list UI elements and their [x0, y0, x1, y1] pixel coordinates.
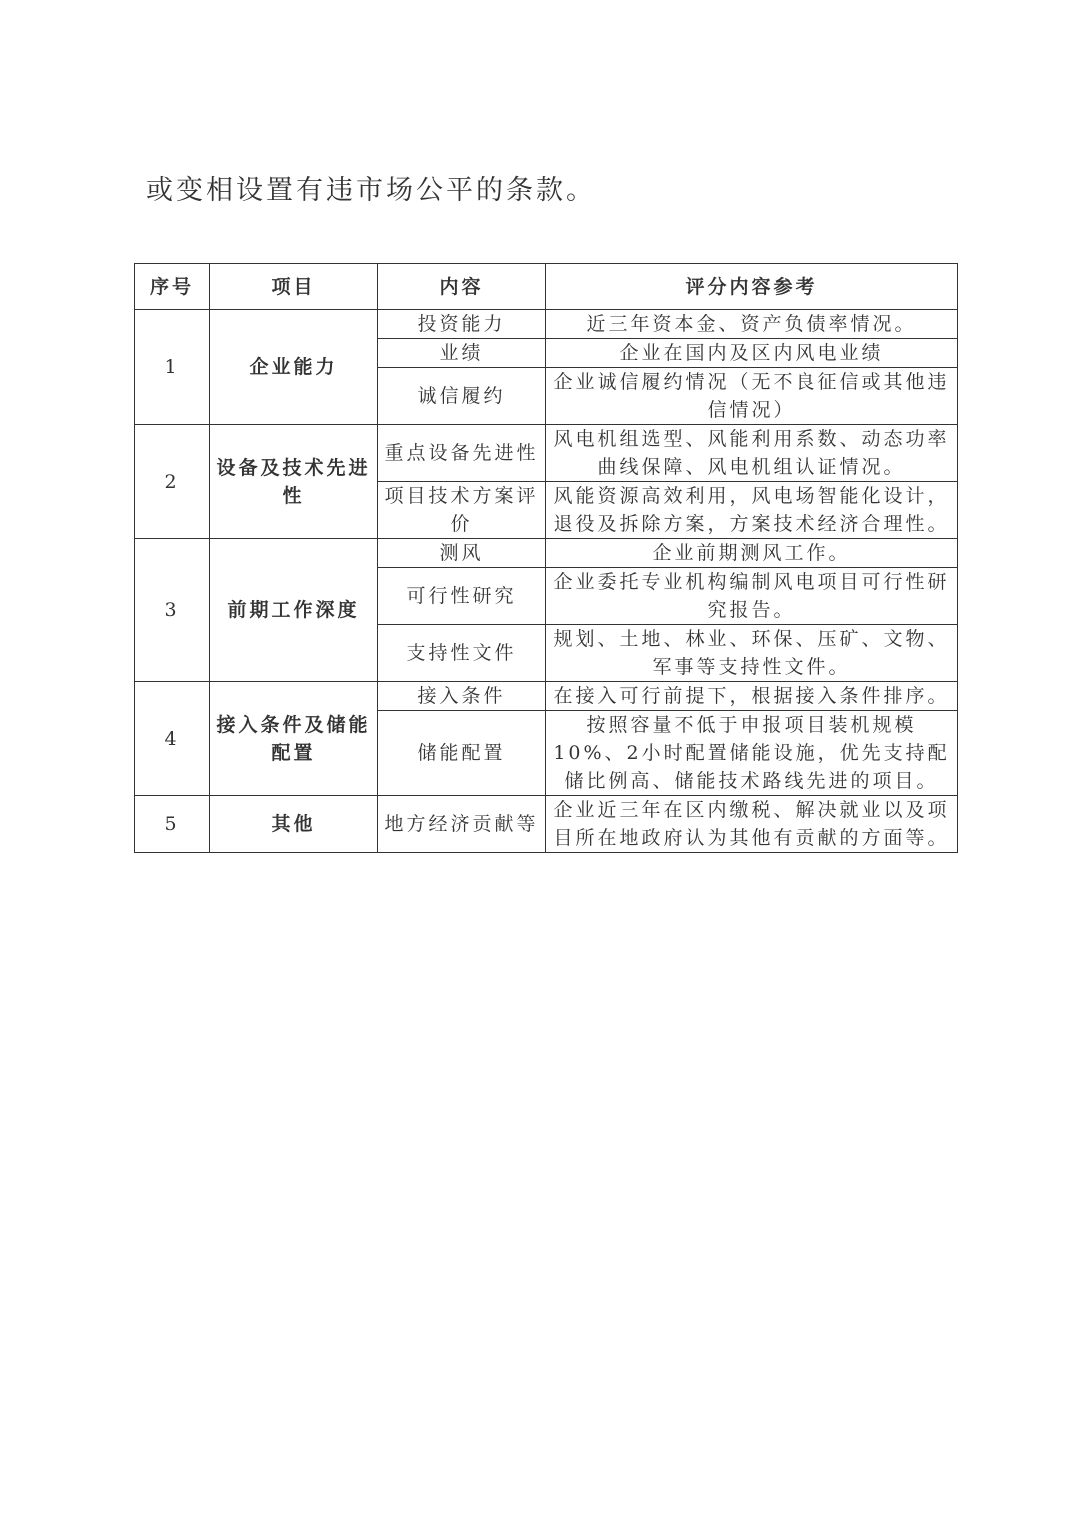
row-reference: 在接入可行前提下，根据接入条件排序。 [546, 682, 958, 711]
header-item: 项目 [210, 264, 378, 310]
group-index: 2 [135, 425, 210, 539]
row-reference: 按照容量不低于申报项目装机规模10%、2小时配置储能设施，优先支持配储比例高、储能技术路线先进的项目。 [546, 711, 958, 796]
group-item: 企业能力 [210, 310, 378, 425]
row-reference: 企业近三年在区内缴税、解决就业以及项目所在地政府认为其他有贡献的方面等。 [546, 796, 958, 853]
row-reference: 规划、土地、林业、环保、压矿、文物、军事等支持性文件。 [546, 625, 958, 682]
group-item: 前期工作深度 [210, 539, 378, 682]
row-content: 储能配置 [378, 711, 546, 796]
scoring-table [134, 263, 958, 853]
header-index: 序号 [135, 264, 210, 310]
row-reference: 风能资源高效利用，风电场智能化设计，退役及拆除方案，方案技术经济合理性。 [546, 482, 958, 539]
header-content: 内容 [378, 264, 546, 310]
row-reference: 近三年资本金、资产负债率情况。 [546, 310, 958, 339]
table-row [135, 682, 958, 711]
group-index: 4 [135, 682, 210, 796]
row-content: 投资能力 [378, 310, 546, 339]
row-content: 项目技术方案评价 [378, 482, 546, 539]
row-content: 重点设备先进性 [378, 425, 546, 482]
header-reference: 评分内容参考 [546, 264, 958, 310]
group-index: 5 [135, 796, 210, 853]
intro-paragraph: 或变相设置有违市场公平的条款。 [146, 175, 596, 206]
table-row [135, 796, 958, 853]
row-reference: 企业委托专业机构编制风电项目可行性研究报告。 [546, 568, 958, 625]
row-content: 支持性文件 [378, 625, 546, 682]
table-row [135, 310, 958, 339]
row-reference: 企业诚信履约情况（无不良征信或其他违信情况） [546, 368, 958, 425]
row-content: 地方经济贡献等 [378, 796, 546, 853]
group-item: 接入条件及储能配置 [210, 682, 378, 796]
table-row [135, 425, 958, 482]
row-content: 测风 [378, 539, 546, 568]
table-header-row [135, 264, 958, 310]
row-content: 可行性研究 [378, 568, 546, 625]
row-reference: 风电机组选型、风能利用系数、动态功率曲线保障、风电机组认证情况。 [546, 425, 958, 482]
row-content: 接入条件 [378, 682, 546, 711]
group-index: 3 [135, 539, 210, 682]
group-item: 其他 [210, 796, 378, 853]
group-item: 设备及技术先进性 [210, 425, 378, 539]
row-reference: 企业前期测风工作。 [546, 539, 958, 568]
group-index: 1 [135, 310, 210, 425]
row-content: 诚信履约 [378, 368, 546, 425]
table-row [135, 539, 958, 568]
row-reference: 企业在国内及区内风电业绩 [546, 339, 958, 368]
row-content: 业绩 [378, 339, 546, 368]
